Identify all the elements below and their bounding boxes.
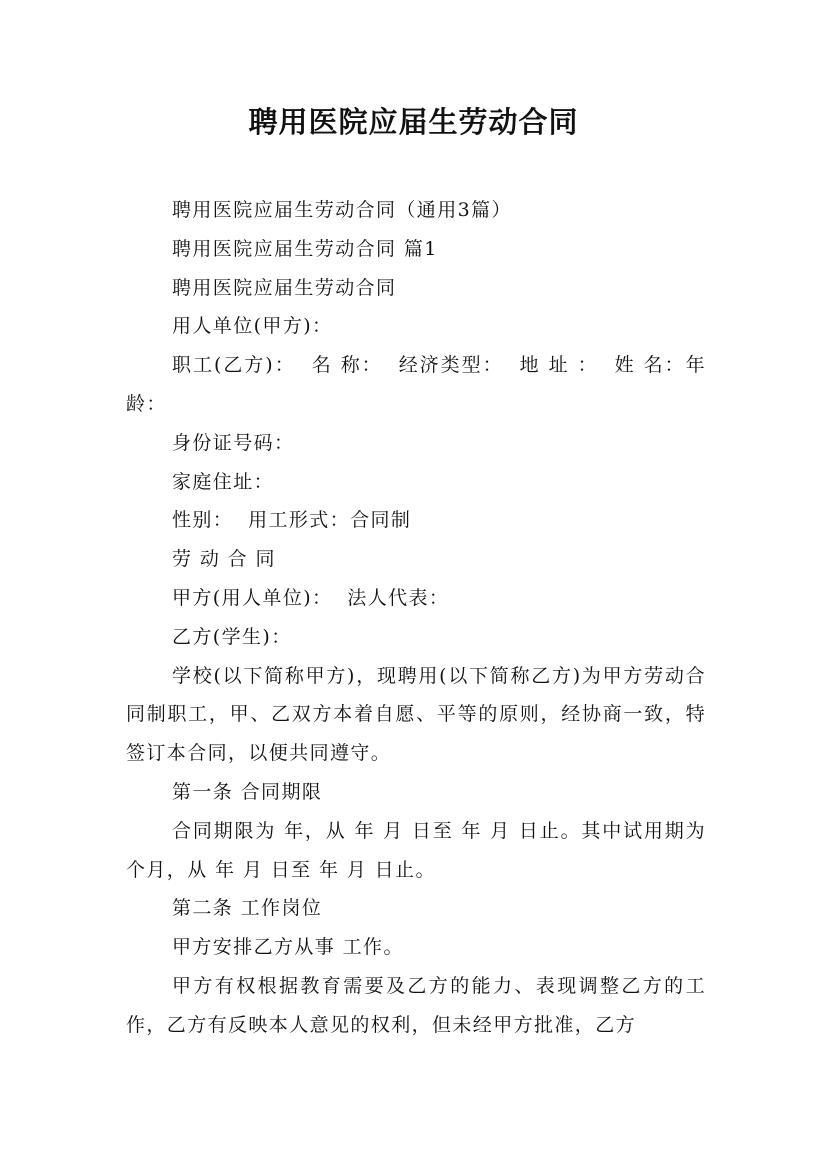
paragraph-contract-name: 聘用医院应届生劳动合同 bbox=[172, 276, 397, 299]
paragraph-article-2-text: 甲方安排乙方从事 工作。 bbox=[172, 936, 404, 959]
paragraph-id-number-field: 身份证号码： bbox=[172, 431, 295, 454]
paragraph-article-1-text: 合同期限为 年，从 年 月 日至 年 月 日止。其中试用期为 个月，从 年 月 日至 年 月 日止。 bbox=[126, 819, 714, 881]
paragraph-contract-heading: 劳 动 合 同 bbox=[172, 548, 276, 571]
paragraph-address-field: 家庭住址： bbox=[172, 470, 275, 493]
document-title: 聘用医院应届生劳动合同 bbox=[248, 105, 579, 139]
paragraph-gender-field: 性别： 用工形式：合同制 bbox=[172, 509, 412, 532]
paragraph-preamble: 学校(以下简称甲方)，现聘用(以下简称乙方)为甲方劳动合同制职工，甲、乙双方本着自愿、平等的原则，经协商一致，特签订本合同，以便共同遵守。 bbox=[126, 664, 706, 765]
paragraph-employer-field: 用人单位(甲方)： bbox=[172, 315, 333, 338]
paragraph-part-heading: 聘用医院应届生劳动合同 篇1 bbox=[172, 237, 438, 260]
paragraph-article-1-heading: 第一条 合同期限 bbox=[172, 780, 323, 803]
paragraph-party-a-field: 甲方(用人单位)： 法人代表： bbox=[172, 586, 450, 609]
paragraph-party-b-field: 乙方(学生)： bbox=[172, 625, 292, 648]
document-body bbox=[126, 191, 714, 1045]
paragraph-article-2-detail: 甲方有权根据教育需要及乙方的能力、表现调整乙方的工作，乙方有反映本人意见的权利，但未经甲方批准，乙方 bbox=[126, 974, 706, 1036]
paragraph-article-2-heading: 第二条 工作岗位 bbox=[172, 897, 323, 920]
paragraph-subtitle: 聘用医院应届生劳动合同（通用3篇） bbox=[172, 199, 512, 221]
paragraph-employee-fields: 职工(乙方)： 名 称： 经济类型： 地 址 ： 姓 名：年 龄： bbox=[126, 354, 714, 415]
